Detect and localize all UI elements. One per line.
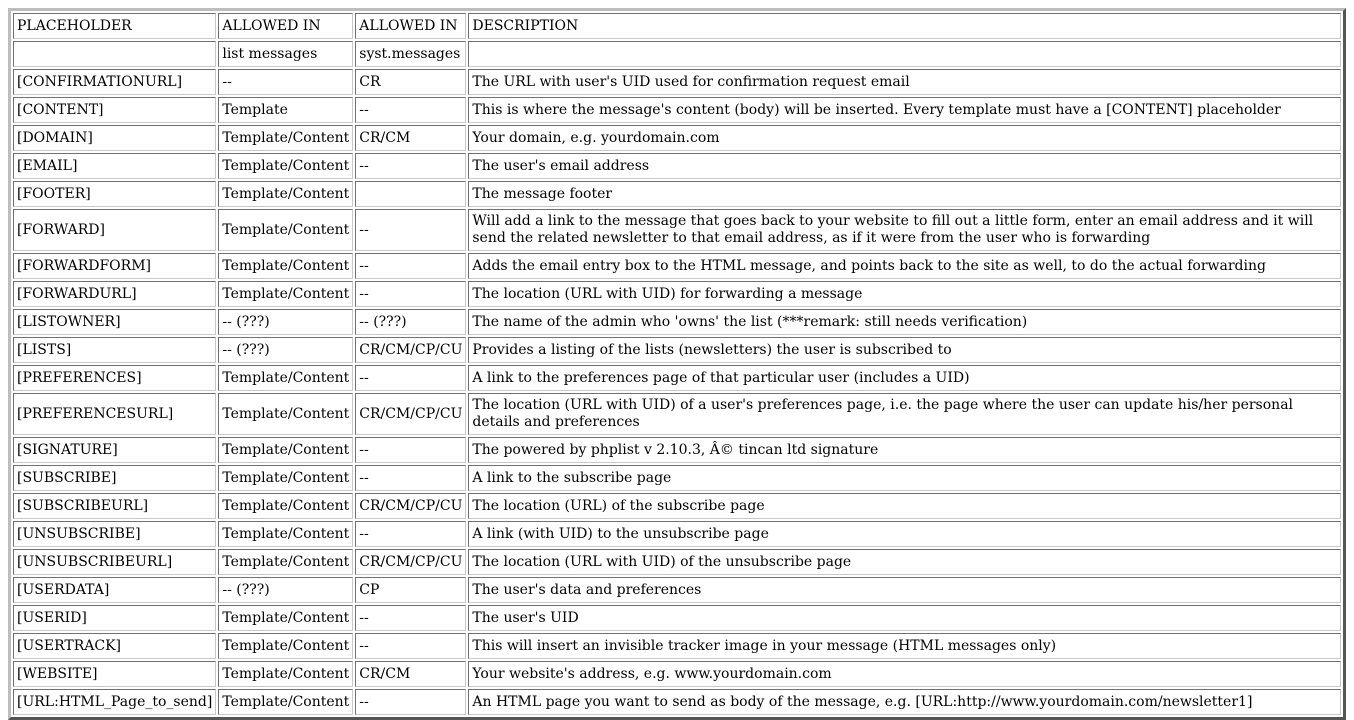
allowed-in-syst-cell: CP — [355, 577, 466, 603]
table-row — [13, 153, 1341, 179]
placeholder-cell: [CONFIRMATIONURL] — [13, 69, 216, 95]
allowed-in-list-cell: Template/Content — [218, 493, 353, 519]
allowed-in-list-cell: -- (???) — [218, 577, 353, 603]
allowed-in-syst-cell: -- — [355, 605, 466, 631]
allowed-in-syst-cell: CR/CM — [355, 125, 466, 151]
placeholder-cell: [SUBSCRIBEURL] — [13, 493, 216, 519]
allowed-in-list-cell: -- — [218, 69, 353, 95]
allowed-in-list-cell: Template/Content — [218, 689, 353, 715]
placeholder-cell: [DOMAIN] — [13, 125, 216, 151]
allowed-in-list-cell: Template/Content — [218, 437, 353, 463]
placeholder-cell: [FORWARD] — [13, 209, 216, 251]
allowed-in-list-cell: Template/Content — [218, 393, 353, 435]
description-cell: The user's email address — [468, 153, 1341, 179]
allowed-in-syst-cell: -- — [355, 465, 466, 491]
placeholder-cell: [LISTS] — [13, 337, 216, 363]
table-row — [13, 661, 1341, 687]
description-cell: The message footer — [468, 181, 1341, 207]
description-cell: Your website's address, e.g. www.yourdomain.com — [468, 661, 1341, 687]
placeholder-table-body — [13, 13, 1341, 715]
placeholder-cell: [WEBSITE] — [13, 661, 216, 687]
description-cell: This is where the message's content (body) will be inserted. Every template must have a [CONTENT] placeholder — [468, 97, 1341, 123]
allowed-in-syst-cell: CR/CM/CP/CU — [355, 393, 466, 435]
description-cell: A link to the preferences page of that particular user (includes a UID) — [468, 365, 1341, 391]
description-cell: Provides a listing of the lists (newsletters) the user is subscribed to — [468, 337, 1341, 363]
header-description: DESCRIPTION — [468, 13, 1341, 39]
description-cell: The user's data and preferences — [468, 577, 1341, 603]
table-row — [13, 365, 1341, 391]
description-cell: The location (URL with UID) of a user's preferences page, i.e. the page where the user can update his/her personal details and preferences — [468, 393, 1341, 435]
header-row — [13, 13, 1341, 39]
placeholder-cell: [EMAIL] — [13, 153, 216, 179]
header-allowed-in-list: ALLOWED IN — [218, 13, 353, 39]
description-cell: The powered by phplist v 2.10.3, Â© tincan ltd signature — [468, 437, 1341, 463]
allowed-in-syst-cell: CR/CM/CP/CU — [355, 337, 466, 363]
allowed-in-syst-cell: -- — [355, 437, 466, 463]
allowed-in-list-cell: Template/Content — [218, 465, 353, 491]
allowed-in-list-cell: -- (???) — [218, 337, 353, 363]
allowed-in-list-cell: Template/Content — [218, 125, 353, 151]
placeholder-cell: [CONTENT] — [13, 97, 216, 123]
table-row — [13, 209, 1341, 251]
allowed-in-list-cell: Template/Content — [218, 549, 353, 575]
allowed-in-list-cell: Template/Content — [218, 365, 353, 391]
table-row — [13, 689, 1341, 715]
allowed-in-syst-cell: CR/CM/CP/CU — [355, 493, 466, 519]
allowed-in-syst-cell — [355, 181, 466, 207]
table-row — [13, 253, 1341, 279]
description-cell: The URL with user's UID used for confirmation request email — [468, 69, 1341, 95]
table-row — [13, 605, 1341, 631]
placeholder-cell: [USERID] — [13, 605, 216, 631]
allowed-in-syst-cell: CR/CM/CP/CU — [355, 549, 466, 575]
table-row — [13, 125, 1341, 151]
table-row — [13, 281, 1341, 307]
allowed-in-syst-cell: -- (???) — [355, 309, 466, 335]
placeholder-table-wrapper — [8, 8, 1346, 720]
allowed-in-syst-cell: -- — [355, 97, 466, 123]
table-row — [13, 309, 1341, 335]
allowed-in-list-cell: Template/Content — [218, 209, 353, 251]
allowed-in-list-cell: Template/Content — [218, 633, 353, 659]
allowed-in-list-cell: Template/Content — [218, 253, 353, 279]
description-cell: The location (URL with UID) for forwarding a message — [468, 281, 1341, 307]
allowed-in-syst-cell: -- — [355, 365, 466, 391]
description-cell: Your domain, e.g. yourdomain.com — [468, 125, 1341, 151]
allowed-in-syst-cell: -- — [355, 633, 466, 659]
allowed-in-list-cell: Template/Content — [218, 521, 353, 547]
table-row — [13, 393, 1341, 435]
table-row — [13, 181, 1341, 207]
allowed-in-list-cell: Template/Content — [218, 605, 353, 631]
subheader-syst-messages: syst.messages — [355, 41, 466, 67]
description-cell: The user's UID — [468, 605, 1341, 631]
subheader-list-messages: list messages — [218, 41, 353, 67]
subheader-row — [13, 41, 1341, 67]
table-row — [13, 437, 1341, 463]
header-placeholder: PLACEHOLDER — [13, 13, 216, 39]
allowed-in-list-cell: Template/Content — [218, 181, 353, 207]
allowed-in-list-cell: Template — [218, 97, 353, 123]
allowed-in-list-cell: Template/Content — [218, 661, 353, 687]
table-row — [13, 465, 1341, 491]
allowed-in-list-cell: Template/Content — [218, 281, 353, 307]
allowed-in-list-cell: -- (???) — [218, 309, 353, 335]
allowed-in-syst-cell: -- — [355, 153, 466, 179]
subheader-description — [468, 41, 1341, 67]
description-cell: The location (URL) of the subscribe page — [468, 493, 1341, 519]
table-row — [13, 577, 1341, 603]
allowed-in-syst-cell: -- — [355, 521, 466, 547]
table-row — [13, 337, 1341, 363]
subheader-placeholder — [13, 41, 216, 67]
allowed-in-syst-cell: CR/CM — [355, 661, 466, 687]
placeholder-cell: [FORWARDURL] — [13, 281, 216, 307]
placeholder-table — [8, 8, 1346, 720]
table-row — [13, 69, 1341, 95]
placeholder-cell: [URL:HTML_Page_to_send] — [13, 689, 216, 715]
placeholder-cell: [PREFERENCES] — [13, 365, 216, 391]
description-cell: The location (URL with UID) of the unsubscribe page — [468, 549, 1341, 575]
allowed-in-syst-cell: -- — [355, 689, 466, 715]
table-row — [13, 521, 1341, 547]
placeholder-cell: [UNSUBSCRIBEURL] — [13, 549, 216, 575]
description-cell: A link (with UID) to the unsubscribe page — [468, 521, 1341, 547]
description-cell: The name of the admin who 'owns' the list (***remark: still needs verification) — [468, 309, 1341, 335]
placeholder-cell: [LISTOWNER] — [13, 309, 216, 335]
table-row — [13, 549, 1341, 575]
placeholder-cell: [SUBSCRIBE] — [13, 465, 216, 491]
table-row — [13, 97, 1341, 123]
header-allowed-in-syst: ALLOWED IN — [355, 13, 466, 39]
description-cell: An HTML page you want to send as body of the message, e.g. [URL:http://www.yourdomain.com/newsletter1] — [468, 689, 1341, 715]
description-cell: This will insert an invisible tracker image in your message (HTML messages only) — [468, 633, 1341, 659]
placeholder-cell: [USERTRACK] — [13, 633, 216, 659]
description-cell: Will add a link to the message that goes back to your website to fill out a little form, enter an email address and it will send the related newsletter to that email address, as if it were from the user who is forwarding — [468, 209, 1341, 251]
placeholder-cell: [UNSUBSCRIBE] — [13, 521, 216, 547]
allowed-in-syst-cell: CR — [355, 69, 466, 95]
placeholder-cell: [FORWARDFORM] — [13, 253, 216, 279]
placeholder-cell: [SIGNATURE] — [13, 437, 216, 463]
allowed-in-syst-cell: -- — [355, 253, 466, 279]
description-cell: Adds the email entry box to the HTML message, and points back to the site as well, to do the actual forwarding — [468, 253, 1341, 279]
table-row — [13, 633, 1341, 659]
description-cell: A link to the subscribe page — [468, 465, 1341, 491]
placeholder-cell: [PREFERENCESURL] — [13, 393, 216, 435]
table-row — [13, 493, 1341, 519]
allowed-in-syst-cell: -- — [355, 281, 466, 307]
placeholder-cell: [FOOTER] — [13, 181, 216, 207]
allowed-in-list-cell: Template/Content — [218, 153, 353, 179]
placeholder-cell: [USERDATA] — [13, 577, 216, 603]
allowed-in-syst-cell: -- — [355, 209, 466, 251]
